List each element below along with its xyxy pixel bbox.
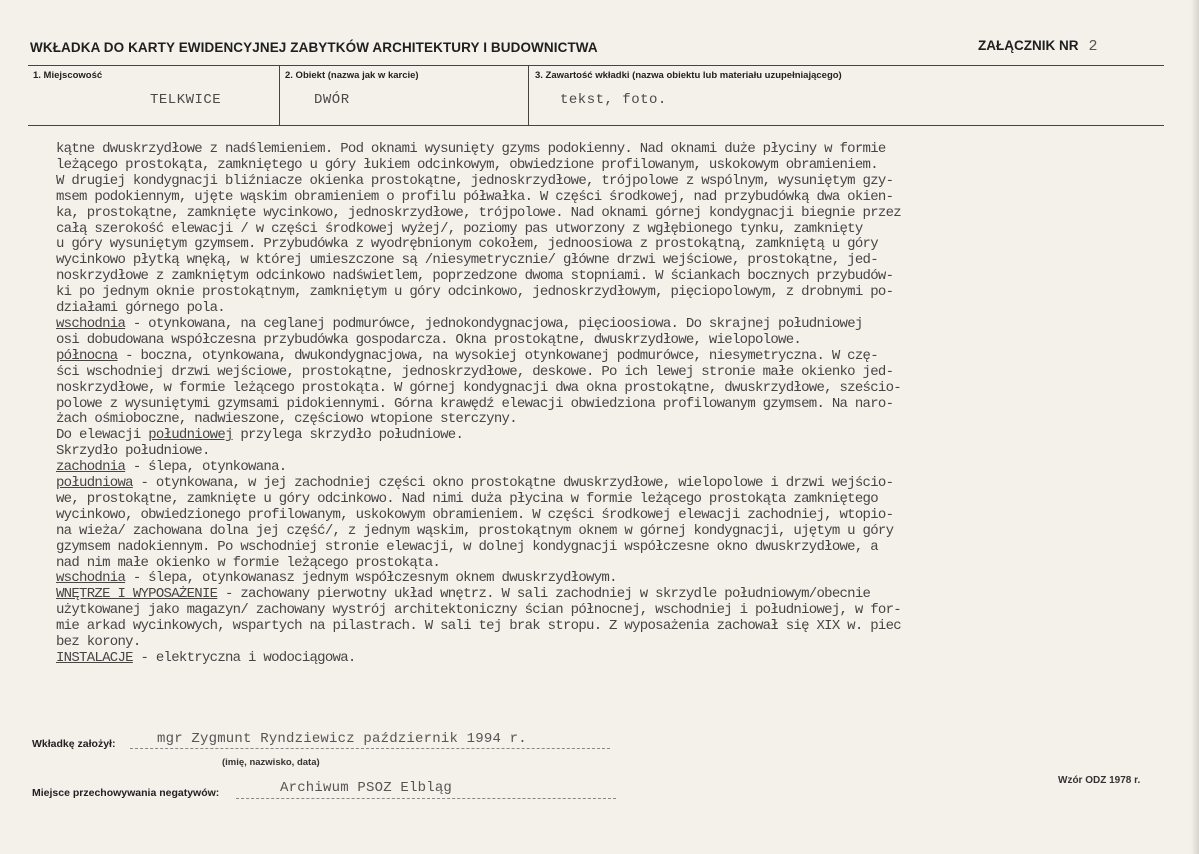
field-divider-1 bbox=[279, 65, 280, 125]
text-line bbox=[56, 269, 1166, 285]
text-segment: na wieża/ zachowana dolna jej część/, z jednym wąskim, prostokątnym oknem w górnej kondygnacji, ujętym u góry bbox=[56, 522, 894, 539]
text-line bbox=[56, 237, 1166, 253]
insert-contents-label: 3. Zawartość wkładki (nazwa obiektu lub materiału uzupełniającego) bbox=[535, 70, 842, 81]
text-line bbox=[56, 571, 1166, 587]
text-segment: ści wschodniej drzwi wejściowe, prostokątne, jednoskrzydłowe, deskowe. Po ich lewej stronie małe okienko jed- bbox=[56, 363, 894, 380]
form-model-label: Wzór ODZ 1978 r. bbox=[1058, 775, 1141, 786]
text-segment: całą szerokość elewacji / w części środkowej wyżej/, poziomy pas utworzony z wgłębionego tynku, zamknięty bbox=[56, 220, 863, 237]
text-segment: msem podokiennym, ujęte wąskim obramieniem o profilu półwałka. W części środkowej, nad przybudówką dwa okien- bbox=[56, 188, 894, 205]
text-line bbox=[56, 206, 1166, 222]
text-line bbox=[56, 301, 1166, 317]
storage-label: Miejsce przechowywania negatywów: bbox=[32, 787, 220, 799]
text-line bbox=[56, 635, 1166, 651]
text-segment: użytkowanej jako magazyn/ zachowany wystrój architektoniczny ścian północnej, wschodniej i południowej, w for- bbox=[56, 602, 901, 619]
author-value: mgr Zygmunt Ryndziewicz październik 1994 r. bbox=[157, 731, 527, 747]
locality-label: 1. Miejscowość bbox=[33, 70, 103, 81]
underlined-heading: wschodnia bbox=[56, 315, 126, 332]
text-segment: osi dobudowana współczesna przybudówka gospodarcza. Okna prostokątne, dwuskrzydłowe, wielopolowe. bbox=[56, 331, 802, 348]
text-segment: - ślepa, otynkowana. bbox=[125, 459, 287, 476]
underlined-heading: północna bbox=[56, 347, 118, 364]
text-segment: - otynkowana, w jej zachodniej części okno prostokątne dwuskrzydłowe, wielopolowe i drzwi wejścio- bbox=[132, 475, 894, 492]
text-line bbox=[56, 365, 1166, 381]
text-segment: noskrzydłowe, w formie leżącego prostokąta. W górnej kondygnacji dwa okna prostokątne, dwuskrzydłowe, sześcio- bbox=[56, 379, 901, 396]
annex-number: 2 bbox=[1088, 38, 1098, 55]
text-line bbox=[56, 619, 1166, 635]
text-line bbox=[56, 317, 1166, 333]
text-line bbox=[56, 428, 1166, 444]
storage-value: Archiwum PSOZ Elbląg bbox=[280, 780, 453, 796]
text-line bbox=[56, 492, 1166, 508]
text-segment: mie arkad wycinkowych, wspartych na pilastrach. W sali tej brak stropu. Z wyposażenia zachował się XIX w. piec bbox=[56, 618, 901, 635]
annex-number-label bbox=[978, 38, 1098, 55]
underlined-heading: południowej bbox=[148, 427, 233, 444]
text-line bbox=[56, 476, 1166, 492]
annex-label: ZAŁĄCZNIK NR bbox=[978, 38, 1079, 53]
storage-dotted-line bbox=[236, 798, 616, 799]
text-line bbox=[56, 174, 1166, 190]
text-line bbox=[56, 397, 1166, 413]
text-segment: ka, prostokątne, zamknięte wycinkowo, jednoskrzydłowe, trójpolowe. Nad oknami górnej kondygnacji biegnie przez bbox=[56, 204, 901, 221]
text-line bbox=[56, 381, 1166, 397]
text-line bbox=[56, 349, 1166, 365]
text-segment: polowe z wysuniętymi gzymsami pidokiennymi. Górna krawędź elewacji obwiedziona profilowanym gzymsem. Na naro- bbox=[56, 395, 894, 412]
text-segment: działami górnego pola. bbox=[56, 300, 225, 317]
text-line bbox=[56, 651, 1166, 667]
text-segment: ki po jednym oknie prostokątnym, zamkniętym u góry odcinkowo, jednoskrzydłowym, pięciopolowym, z drobnymi po- bbox=[56, 284, 894, 301]
text-line bbox=[56, 587, 1166, 603]
underlined-heading: południowa bbox=[56, 475, 133, 492]
text-line bbox=[56, 603, 1166, 619]
text-segment: - otynkowana, na ceglanej podmurówce, jednokondygnacjowa, pięcioosiowa. Do skrajnej południowej bbox=[125, 315, 863, 332]
underlined-heading: INSTALACJE bbox=[56, 650, 133, 666]
underlined-heading: wschodnia bbox=[56, 570, 126, 587]
text-line bbox=[56, 285, 1166, 301]
text-segment: żach ośmioboczne, nadwieszone, częściowo wtopione sterczyny. bbox=[56, 411, 517, 428]
text-segment: Skrzydło południowe. bbox=[56, 443, 210, 460]
object-label: 2. Obiekt (nazwa jak w karcie) bbox=[285, 70, 419, 81]
text-segment: - elektryczna i wodociągowa. bbox=[132, 650, 356, 666]
header-rule-bottom bbox=[28, 125, 1164, 126]
text-line bbox=[56, 412, 1166, 428]
text-segment: gzymsem nadokiennym. Po wschodniej stronie elewacji, w dolnej kondygnacji współczesne okno dwuskrzydłowe, a bbox=[56, 538, 878, 555]
underlined-heading: zachodnia bbox=[56, 459, 126, 476]
text-segment: u góry wysuniętym gzymsem. Przybudówka z wyodrębnionym cokołem, jednoosiowa z prostokątną, zamkniętą u góry bbox=[56, 236, 878, 253]
text-segment: noskrzydłowe z zamkniętym odcinkowo nadświetlem, poprzedzone dwoma stopniami. W ściankach bocznych przybudów- bbox=[56, 268, 894, 285]
text-segment: we, prostokątne, zamknięte u góry odcinkowo. Nad nimi duża płycina w formie leżącego prostokąta zamkniętego bbox=[56, 490, 878, 507]
text-line bbox=[56, 253, 1166, 269]
text-segment: Do elewacji bbox=[56, 427, 149, 444]
text-line bbox=[56, 222, 1166, 238]
text-segment: W drugiej kondygnacji bliźniacze okienka prostokątne, jednoskrzydłowe, trójpolowe z wspólnym, wysuniętym gzy- bbox=[56, 172, 894, 189]
text-line bbox=[56, 190, 1166, 206]
text-line bbox=[56, 540, 1166, 556]
text-segment: - boczna, otynkowana, dwukondygnacjowa, na wysokiej otynkowanej podmurówce, niesymetryczna. W czę- bbox=[117, 347, 878, 364]
locality-value: TELKWICE bbox=[150, 92, 222, 108]
text-line bbox=[56, 333, 1166, 349]
text-segment: - zachowany pierwotny układ wnętrz. W sali zachodniej w skrzydle południowym/obecnie bbox=[217, 586, 871, 603]
field-divider-2 bbox=[528, 65, 529, 125]
text-segment: kątne dwuskrzydłowe z nadślemieniem. Pod oknami wysunięty gzyms podokienny. Nad oknami duże płyciny w formie bbox=[56, 141, 886, 157]
text-line bbox=[56, 524, 1166, 540]
author-caption: (imię, nazwisko, data) bbox=[222, 757, 320, 768]
text-segment: nad nim małe okienko w formie leżącego prostokąta. bbox=[56, 554, 441, 571]
text-line bbox=[56, 158, 1166, 174]
header-rule-top bbox=[28, 65, 1164, 66]
text-line bbox=[56, 556, 1166, 572]
object-value: DWÓR bbox=[314, 92, 350, 108]
text-line bbox=[56, 142, 1166, 158]
form-title: WKŁADKA DO KARTY EWIDENCYJNEJ ZABYTKÓW ARCHITEKTURY I BUDOWNICTWA bbox=[30, 40, 598, 55]
author-dotted-line bbox=[130, 748, 610, 749]
author-label: Wkładkę założył: bbox=[32, 738, 116, 750]
scan-edge-shadow bbox=[1191, 0, 1199, 854]
text-segment: przylega skrzydło południowe. bbox=[232, 427, 464, 444]
underlined-heading: WNĘTRZE I WYPOSAŻENIE bbox=[56, 586, 218, 603]
text-line bbox=[56, 460, 1166, 476]
text-segment: wycinkowo płytką wnęką, w której umieszczone są /niesymetrycznie/ główne drzwi wejściowe, prostokątne, jed- bbox=[56, 252, 878, 269]
text-segment: leżącego prostokąta, zamkniętego u góry łukiem odcinkowym, obwiedzione profilowanym, uskokowym obramieniem. bbox=[56, 156, 878, 173]
text-line bbox=[56, 444, 1166, 460]
text-segment: bez korony. bbox=[56, 634, 141, 651]
insert-contents-value: tekst, foto. bbox=[560, 92, 667, 108]
text-segment: - ślepa, otynkowanasz jednym współczesnym oknem dwuskrzydłowym. bbox=[125, 570, 617, 587]
text-segment: wycinkowo, obwiedzionego profilowanym, uskokowym obramieniem. W części środkowej elewacji zachodniej, wtopio- bbox=[56, 506, 894, 523]
typewritten-description bbox=[56, 142, 1166, 667]
text-line bbox=[56, 508, 1166, 524]
